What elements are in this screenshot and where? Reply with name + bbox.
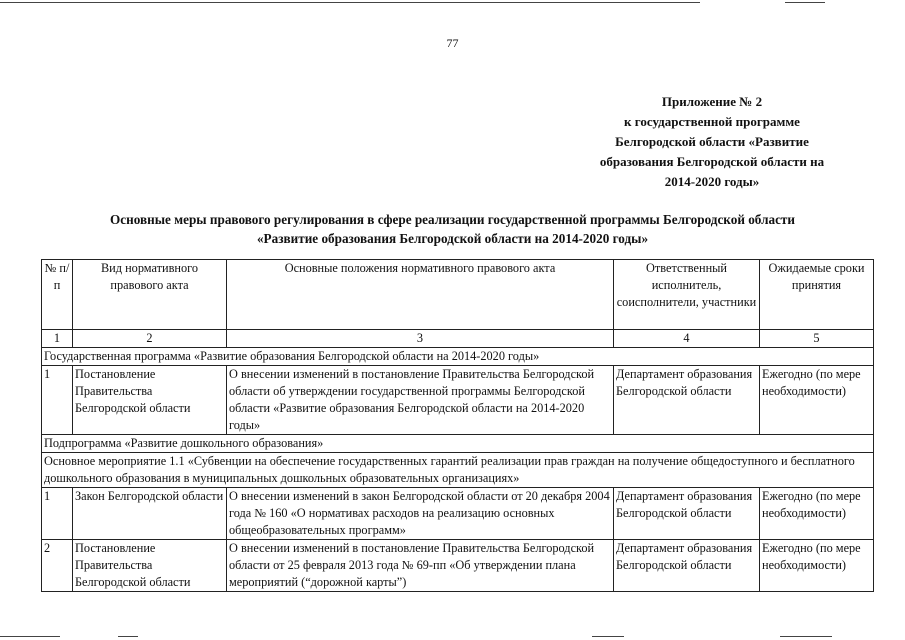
appendix-line: к государственной программе xyxy=(624,114,800,129)
main-measure-title: Основное мероприятие 1.1 «Субвенции на обеспечение государственных гарантий реализации прав граждан на получение общедоступного и бесплатного дошкольного образования в муниципальных дошкольных образовательных организациях» xyxy=(42,453,874,488)
scan-edge-line xyxy=(785,2,825,3)
row-num: 2 xyxy=(42,540,73,592)
subprogram-section-row xyxy=(42,435,874,453)
title-line: «Развитие образования Белгородской области на 2014-2020 годы» xyxy=(256,231,649,246)
row-provisions: О внесении изменений в закон Белгородской области от 20 декабря 2004 года № 160 «О нормативах расходов на реализацию основных общеобразовательных программ» xyxy=(227,488,614,540)
scan-edge-line xyxy=(118,636,138,637)
row-act-type: Закон Белгородской области xyxy=(73,488,227,540)
scan-edge-line xyxy=(0,2,700,3)
table-row xyxy=(42,366,874,435)
appendix-line: Приложение № 2 xyxy=(661,94,763,109)
column-number: 5 xyxy=(760,330,874,348)
column-number-row xyxy=(42,330,874,348)
column-number: 1 xyxy=(42,330,73,348)
appendix-line: образования Белгородской области на xyxy=(599,154,825,169)
row-deadline: Ежегодно (по мере необходимости) xyxy=(760,540,874,592)
row-responsible: Департамент образования Белгородской области xyxy=(614,366,760,435)
row-provisions: О внесении изменений в постановление Правительства Белгородской области об утверждении государственной программы Белгородской области «Развитие образования Белгородской области на 2014-2020 годы» xyxy=(227,366,614,435)
subprogram-section-title: Подпрограмма «Развитие дошкольного образования» xyxy=(42,435,874,453)
title-line: Основные меры правового регулирования в сфере реализации государственной программы Белгородской области xyxy=(110,212,795,227)
row-deadline: Ежегодно (по мере необходимости) xyxy=(760,366,874,435)
header-act-type: Вид нормативного правового акта xyxy=(73,260,227,330)
column-number: 2 xyxy=(73,330,227,348)
scan-edge-line xyxy=(780,636,832,637)
row-num: 1 xyxy=(42,366,73,435)
header-num: № п/п xyxy=(42,260,73,330)
row-num: 1 xyxy=(42,488,73,540)
program-section-row xyxy=(42,348,874,366)
scan-edge-line xyxy=(592,636,624,637)
header-responsible: Ответственный исполнитель, соисполнители, участники xyxy=(614,260,760,330)
table-row xyxy=(42,540,874,592)
row-deadline: Ежегодно (по мере необходимости) xyxy=(760,488,874,540)
page-number: 77 xyxy=(446,36,459,50)
main-measure-row xyxy=(42,453,874,488)
row-provisions: О внесении изменений в постановление Правительства Белгородской области от 25 февраля 2013 года № 69-пп «Об утверждении плана мероприятий (“дорожной карты”) xyxy=(227,540,614,592)
row-act-type: Постановление Правительства Белгородской области xyxy=(73,540,227,592)
legal-measures-table xyxy=(41,259,874,592)
table-row xyxy=(42,488,874,540)
column-number: 4 xyxy=(614,330,760,348)
table-header-row xyxy=(42,260,874,330)
row-responsible: Департамент образования Белгородской области xyxy=(614,540,760,592)
scan-edge-line xyxy=(0,636,60,637)
document-title xyxy=(0,210,905,248)
appendix-line: Белгородской области «Развитие xyxy=(615,134,809,149)
program-section-title: Государственная программа «Развитие образования Белгородской области на 2014-2020 годы» xyxy=(42,348,874,366)
row-act-type: Постановление Правительства Белгородской области xyxy=(73,366,227,435)
column-number: 3 xyxy=(227,330,614,348)
appendix-line: 2014-2020 годы» xyxy=(664,174,760,189)
appendix-heading xyxy=(578,92,846,192)
header-deadline: Ожидаемые сроки принятия xyxy=(760,260,874,330)
row-responsible: Департамент образования Белгородской области xyxy=(614,488,760,540)
header-provisions: Основные положения нормативного правового акта xyxy=(227,260,614,330)
